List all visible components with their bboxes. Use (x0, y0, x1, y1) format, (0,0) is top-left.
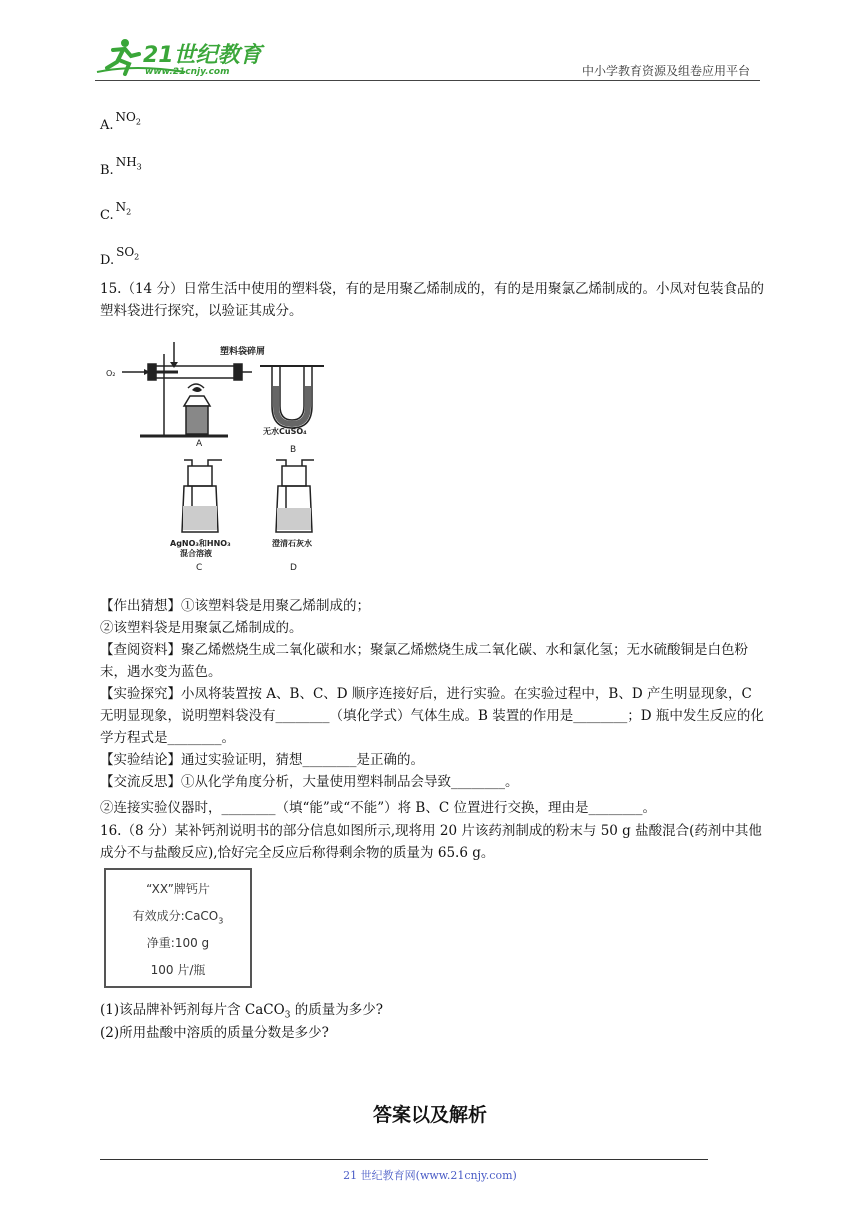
option-label: D. (100, 253, 115, 268)
q15-experiment: 【实验探究】小凤将装置按 A、B、C、D 顺序连接好后，进行实验。在实验过程中，B、D 产生明显现象，C 无明显现象，说明塑料袋没有________（填化学式）气体生成。B 装置的作用是________；D 瓶中发生反应的化学方程式是________。 (100, 686, 764, 746)
label-count: 100 片/瓶 (150, 963, 206, 977)
label-ingredient: 有效成分:CaCO$_3$ (132, 909, 224, 926)
apparatus-a-top-label: 塑料袋碎屑 (220, 347, 266, 357)
apparatus-c-sub-label-1: AgNO₃和HNO₃ (170, 539, 231, 548)
q16-question-1: (1)该品牌补钙剂每片含 CaCO$_3$ 的质量为多少? (100, 1002, 383, 1021)
option-formula: $NH_3$ (115, 155, 142, 172)
option-c (100, 200, 132, 224)
logo-url: www.21cnjy.com (145, 67, 230, 77)
q15-reference: 【查阅资料】聚乙烯燃烧生成二氧化碳和水；聚氯乙烯燃烧生成二氧化碳、水和氯化氢；无水硫酸铜是白色粉末，遇水变为蓝色。 (100, 642, 748, 680)
option-formula: $N_2$ (115, 200, 132, 217)
answer-section-title: 答案以及解析 (372, 1104, 487, 1126)
apparatus-b-sub-label: 无水CuSO₄ (263, 427, 307, 436)
page-footer: 21 世纪教育网(www.21cnjy.com) (343, 1169, 517, 1182)
apparatus-c-label: C (196, 563, 203, 573)
option-d (100, 245, 140, 269)
q15-intro: 15.（14 分）日常生活中使用的塑料袋，有的是用聚乙烯制成的，有的是用聚氯乙烯制成的。小凤对包装食品的塑料袋进行探究，以验证其成分。 (100, 281, 764, 319)
footer-divider (100, 1159, 708, 1160)
label-weight: 净重:100 g (146, 936, 210, 950)
option-formula: $NO_2$ (115, 110, 141, 127)
logo-text: 21世纪教育 (143, 43, 262, 68)
supplement-label-box (104, 868, 252, 988)
option-a (100, 110, 141, 134)
label-brand: “XX”牌钙片 (146, 882, 210, 896)
option-label: A. (100, 118, 114, 133)
q16-question-2: (2)所用盐酸中溶质的质量分数是多少? (100, 1025, 329, 1041)
option-b (100, 155, 142, 179)
apparatus-a-label: A (196, 439, 203, 449)
option-label: C. (100, 208, 114, 223)
q15-hypothesis-1: 【作出猜想】①该塑料袋是用聚乙烯制成的； (100, 598, 370, 614)
q15-conclusion: 【实验结论】通过实验证明，猜想________是正确的。 (100, 752, 424, 768)
option-formula: $SO_2$ (116, 245, 140, 262)
q15-reflection-1: 【交流反思】①从化学角度分析，大量使用塑料制品会导致________。 (100, 774, 519, 790)
header-divider (95, 80, 760, 81)
q16-intro: 16.（8 分）某补钙剂说明书的部分信息如图所示,现将用 20 片该药剂制成的粉末与 50 g 盐酸混合(药剂中其他成分不与盐酸反应),恰好完全反应后称得剩余物的质量为 65.6 g。 (100, 823, 762, 861)
option-label: B. (100, 163, 114, 178)
page-header (95, 36, 760, 82)
apparatus-c-sub-label-2: 混合溶液 (180, 549, 212, 558)
apparatus-b-label: B (290, 445, 297, 455)
apparatus-d-label: D (290, 563, 297, 573)
o2-label: O₂ (106, 369, 116, 378)
q15-reflection-2: ②连接实验仪器时，________（填“能”或“不能”）将 B、C 位置进行交换，理由是________。 (100, 800, 656, 816)
apparatus-d-sub-label: 澄清石灰水 (272, 539, 312, 548)
header-platform-text: 中小学教育资源及组卷应用平台 (581, 64, 750, 78)
experiment-apparatus-figure (100, 336, 340, 586)
q15-hypothesis-2: ②该塑料袋是用聚氯乙烯制成的。 (100, 620, 303, 636)
site-logo (95, 36, 270, 80)
